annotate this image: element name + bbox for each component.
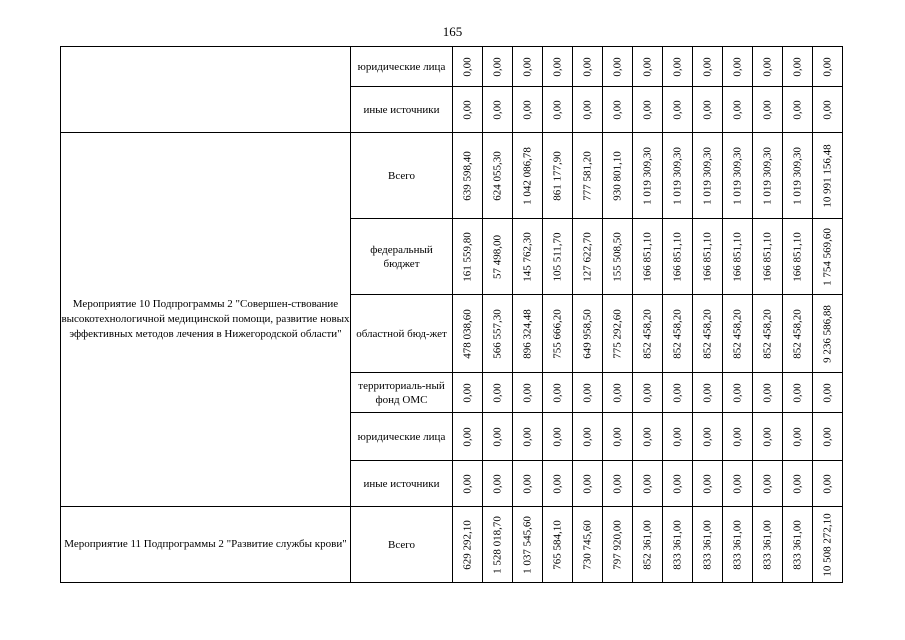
- value-text: 0,00: [731, 473, 743, 494]
- value-text: 0,00: [581, 99, 593, 120]
- value-cell: [453, 373, 483, 413]
- value-cell: [513, 413, 543, 461]
- value-cell: [603, 47, 633, 87]
- value-text: 0,00: [491, 99, 503, 120]
- value-cell: [573, 461, 603, 507]
- value-cell: [603, 219, 633, 295]
- value-text: 896 324,48: [521, 308, 533, 359]
- value-cell: [483, 133, 513, 219]
- value-text: 0,00: [641, 382, 653, 403]
- value-text: 0,00: [671, 473, 683, 494]
- table-row: [61, 507, 843, 583]
- value-text: 0,00: [581, 56, 593, 77]
- value-text: 0,00: [761, 473, 773, 494]
- value-text: 0,00: [551, 56, 563, 77]
- value-text: 0,00: [791, 99, 803, 120]
- value-cell: [663, 461, 693, 507]
- value-cell: [513, 373, 543, 413]
- value-text: 166 851,10: [671, 231, 683, 282]
- value-cell: [453, 295, 483, 373]
- value-text: 1 019 309,30: [761, 146, 773, 205]
- value-text: 0,00: [521, 99, 533, 120]
- value-cell: [543, 219, 573, 295]
- funding-source-cell: юридические лица: [351, 47, 453, 87]
- value-cell: [453, 219, 483, 295]
- value-cell: [783, 295, 813, 373]
- value-text: 478 038,60: [461, 308, 473, 359]
- value-cell: [753, 461, 783, 507]
- value-text: 833 361,00: [671, 519, 683, 570]
- value-cell: [663, 87, 693, 133]
- value-cell: [513, 219, 543, 295]
- value-text: 161 559,80: [461, 231, 473, 282]
- value-cell: [543, 47, 573, 87]
- value-text: 0,00: [791, 382, 803, 403]
- funding-source-cell: иные источники: [351, 461, 453, 507]
- value-cell: [543, 133, 573, 219]
- value-cell: [813, 461, 843, 507]
- value-cell: [693, 461, 723, 507]
- value-cell: [603, 413, 633, 461]
- value-cell: [663, 219, 693, 295]
- value-text: 0,00: [551, 99, 563, 120]
- value-text: 0,00: [821, 473, 833, 494]
- value-text: 1 019 309,30: [701, 146, 713, 205]
- funding-source-cell: Всего: [351, 507, 453, 583]
- value-cell: [783, 507, 813, 583]
- value-text: 852 458,20: [641, 308, 653, 359]
- value-cell: [453, 507, 483, 583]
- value-text: 155 508,50: [611, 231, 623, 282]
- value-cell: [693, 133, 723, 219]
- value-cell: [783, 219, 813, 295]
- value-text: 730 745,60: [581, 519, 593, 570]
- value-text: 861 177,90: [551, 150, 563, 201]
- value-text: 777 581,20: [581, 150, 593, 201]
- value-text: 833 361,00: [731, 519, 743, 570]
- value-text: 1 042 086,78: [521, 146, 533, 205]
- value-cell: [633, 295, 663, 373]
- value-cell: [783, 47, 813, 87]
- value-text: 105 511,70: [551, 231, 563, 282]
- value-text: 166 851,10: [791, 231, 803, 282]
- value-cell: [813, 507, 843, 583]
- value-cell: [633, 219, 663, 295]
- value-cell: [753, 87, 783, 133]
- budget-table: [60, 46, 843, 583]
- value-cell: [753, 295, 783, 373]
- value-text: 1 019 309,30: [731, 146, 743, 205]
- value-cell: [753, 219, 783, 295]
- value-cell: [513, 47, 543, 87]
- value-text: 566 557,30: [491, 308, 503, 359]
- value-text: 852 458,20: [731, 308, 743, 359]
- value-text: 0,00: [821, 99, 833, 120]
- value-cell: [783, 373, 813, 413]
- value-text: 0,00: [671, 99, 683, 120]
- value-cell: [723, 133, 753, 219]
- value-cell: [663, 133, 693, 219]
- value-cell: [633, 373, 663, 413]
- funding-source-cell: территориаль-ный фонд ОМС: [351, 373, 453, 413]
- value-cell: [603, 87, 633, 133]
- value-text: 0,00: [491, 382, 503, 403]
- value-text: 0,00: [761, 382, 773, 403]
- value-cell: [783, 87, 813, 133]
- value-text: 0,00: [761, 426, 773, 447]
- value-cell: [483, 413, 513, 461]
- value-cell: [483, 461, 513, 507]
- value-text: 166 851,10: [641, 231, 653, 282]
- funding-source-cell: юридические лица: [351, 413, 453, 461]
- value-text: 1 528 018,70: [491, 515, 503, 574]
- value-cell: [753, 373, 783, 413]
- value-text: 0,00: [701, 426, 713, 447]
- value-cell: [633, 87, 663, 133]
- value-cell: [453, 413, 483, 461]
- value-cell: [573, 87, 603, 133]
- value-text: 0,00: [701, 56, 713, 77]
- value-text: 0,00: [731, 426, 743, 447]
- value-cell: [783, 133, 813, 219]
- value-text: 0,00: [701, 99, 713, 120]
- value-cell: [543, 413, 573, 461]
- value-cell: [723, 413, 753, 461]
- value-cell: [813, 413, 843, 461]
- value-text: 649 958,50: [581, 308, 593, 359]
- value-text: 0,00: [791, 473, 803, 494]
- value-text: 0,00: [461, 382, 473, 403]
- value-cell: [573, 373, 603, 413]
- table-row: [61, 47, 843, 87]
- value-text: 0,00: [551, 426, 563, 447]
- value-text: 166 851,10: [761, 231, 773, 282]
- value-cell: [723, 295, 753, 373]
- value-text: 0,00: [611, 426, 623, 447]
- value-text: 0,00: [581, 426, 593, 447]
- value-text: 0,00: [611, 382, 623, 403]
- value-text: 755 666,20: [551, 308, 563, 359]
- value-cell: [723, 219, 753, 295]
- value-text: 0,00: [731, 99, 743, 120]
- value-cell: [573, 413, 603, 461]
- value-text: 10 991 156,48: [821, 143, 833, 208]
- value-text: 775 292,60: [611, 308, 623, 359]
- value-cell: [543, 507, 573, 583]
- value-cell: [573, 507, 603, 583]
- value-cell: [633, 461, 663, 507]
- value-cell: [543, 87, 573, 133]
- value-cell: [543, 295, 573, 373]
- value-text: 930 801,10: [611, 150, 623, 201]
- funding-source-cell: Всего: [351, 133, 453, 219]
- value-cell: [483, 507, 513, 583]
- value-text: 0,00: [521, 56, 533, 77]
- page-number: 165: [442, 24, 463, 39]
- value-text: 852 458,20: [671, 308, 683, 359]
- value-cell: [513, 133, 543, 219]
- value-text: 0,00: [641, 426, 653, 447]
- value-cell: [663, 373, 693, 413]
- value-text: 0,00: [611, 473, 623, 494]
- value-text: 1 037 545,60: [521, 515, 533, 574]
- value-text: 1 019 309,30: [791, 146, 803, 205]
- value-cell: [723, 87, 753, 133]
- value-cell: [813, 47, 843, 87]
- value-cell: [453, 133, 483, 219]
- value-text: 0,00: [731, 56, 743, 77]
- value-cell: [693, 47, 723, 87]
- value-cell: [483, 87, 513, 133]
- value-cell: [663, 295, 693, 373]
- value-cell: [693, 87, 723, 133]
- value-cell: [813, 219, 843, 295]
- value-text: 166 851,10: [731, 231, 743, 282]
- value-cell: [783, 413, 813, 461]
- value-text: 0,00: [761, 99, 773, 120]
- value-text: 0,00: [701, 473, 713, 494]
- value-text: 0,00: [761, 56, 773, 77]
- value-text: 0,00: [521, 473, 533, 494]
- value-cell: [453, 87, 483, 133]
- value-cell: [693, 507, 723, 583]
- value-text: 852 458,20: [761, 308, 773, 359]
- value-text: 0,00: [701, 382, 713, 403]
- value-cell: [753, 47, 783, 87]
- value-cell: [813, 295, 843, 373]
- value-cell: [663, 47, 693, 87]
- value-text: 0,00: [731, 382, 743, 403]
- value-cell: [753, 413, 783, 461]
- value-cell: [483, 295, 513, 373]
- value-text: 145 762,30: [521, 231, 533, 282]
- value-cell: [633, 507, 663, 583]
- funding-source-cell: федеральный бюджет: [351, 219, 453, 295]
- value-text: 0,00: [791, 56, 803, 77]
- value-text: 10 508 272,10: [821, 512, 833, 577]
- value-cell: [813, 133, 843, 219]
- value-text: 9 236 586,88: [821, 304, 833, 363]
- value-text: 1 019 309,30: [671, 146, 683, 205]
- value-text: 0,00: [581, 473, 593, 494]
- value-text: 0,00: [671, 56, 683, 77]
- value-text: 639 598,40: [461, 150, 473, 201]
- value-text: 0,00: [671, 382, 683, 403]
- value-cell: [633, 413, 663, 461]
- value-text: 0,00: [461, 56, 473, 77]
- value-text: 0,00: [821, 426, 833, 447]
- value-cell: [813, 373, 843, 413]
- value-text: 0,00: [821, 382, 833, 403]
- value-text: 852 458,20: [701, 308, 713, 359]
- value-text: 0,00: [521, 382, 533, 403]
- value-cell: [573, 133, 603, 219]
- value-cell: [573, 219, 603, 295]
- value-text: 0,00: [461, 99, 473, 120]
- value-text: 127 622,70: [581, 231, 593, 282]
- value-cell: [693, 373, 723, 413]
- value-cell: [753, 133, 783, 219]
- value-cell: [483, 373, 513, 413]
- value-cell: [603, 295, 633, 373]
- value-text: 833 361,00: [791, 519, 803, 570]
- value-cell: [573, 295, 603, 373]
- funding-source-cell: областной бюд-жет: [351, 295, 453, 373]
- value-cell: [753, 507, 783, 583]
- value-cell: [663, 413, 693, 461]
- value-text: 0,00: [551, 382, 563, 403]
- value-text: 166 851,10: [701, 231, 713, 282]
- value-cell: [513, 295, 543, 373]
- value-text: 57 498,00: [491, 234, 503, 279]
- value-cell: [573, 47, 603, 87]
- value-cell: [813, 87, 843, 133]
- value-text: 0,00: [551, 473, 563, 494]
- value-cell: [513, 87, 543, 133]
- value-text: 629 292,10: [461, 519, 473, 570]
- value-text: 0,00: [641, 56, 653, 77]
- value-text: 0,00: [641, 473, 653, 494]
- value-text: 0,00: [491, 56, 503, 77]
- value-text: 0,00: [581, 382, 593, 403]
- value-text: 833 361,00: [761, 519, 773, 570]
- value-cell: [543, 461, 573, 507]
- value-text: 0,00: [491, 426, 503, 447]
- funding-source-cell: иные источники: [351, 87, 453, 133]
- value-text: 1 019 309,30: [641, 146, 653, 205]
- value-cell: [513, 507, 543, 583]
- value-cell: [483, 219, 513, 295]
- value-cell: [663, 507, 693, 583]
- value-text: 765 584,10: [551, 519, 563, 570]
- value-text: 797 920,00: [611, 519, 623, 570]
- value-text: 1 754 569,60: [821, 227, 833, 286]
- value-cell: [783, 461, 813, 507]
- value-text: 0,00: [461, 426, 473, 447]
- value-text: 0,00: [821, 56, 833, 77]
- measure-cell: [61, 47, 351, 133]
- value-cell: [543, 373, 573, 413]
- value-cell: [723, 373, 753, 413]
- value-cell: [723, 507, 753, 583]
- value-cell: [603, 373, 633, 413]
- value-cell: [633, 133, 663, 219]
- measure-cell: Мероприятие 10 Подпрограммы 2 "Совершен-ствование высокотехнологичной медицинской помощи, развитие новых эффективных методов лечения в Нижегородской области": [61, 133, 351, 507]
- value-text: 0,00: [611, 56, 623, 77]
- value-cell: [603, 133, 633, 219]
- value-cell: [453, 47, 483, 87]
- value-text: 0,00: [671, 426, 683, 447]
- value-cell: [693, 413, 723, 461]
- value-cell: [633, 47, 663, 87]
- value-cell: [483, 47, 513, 87]
- value-cell: [723, 47, 753, 87]
- value-text: 0,00: [791, 426, 803, 447]
- value-cell: [723, 461, 753, 507]
- value-text: 833 361,00: [701, 519, 713, 570]
- table-row: [61, 133, 843, 219]
- value-text: 0,00: [461, 473, 473, 494]
- value-cell: [513, 461, 543, 507]
- value-cell: [603, 461, 633, 507]
- value-cell: [603, 507, 633, 583]
- value-text: 0,00: [521, 426, 533, 447]
- value-cell: [693, 219, 723, 295]
- value-cell: [693, 295, 723, 373]
- value-text: 0,00: [611, 99, 623, 120]
- measure-cell: Мероприятие 11 Подпрограммы 2 "Развитие службы крови": [61, 507, 351, 583]
- value-cell: [453, 461, 483, 507]
- value-text: 852 458,20: [791, 308, 803, 359]
- value-text: 0,00: [491, 473, 503, 494]
- value-text: 0,00: [641, 99, 653, 120]
- value-text: 852 361,00: [641, 519, 653, 570]
- value-text: 624 055,30: [491, 150, 503, 201]
